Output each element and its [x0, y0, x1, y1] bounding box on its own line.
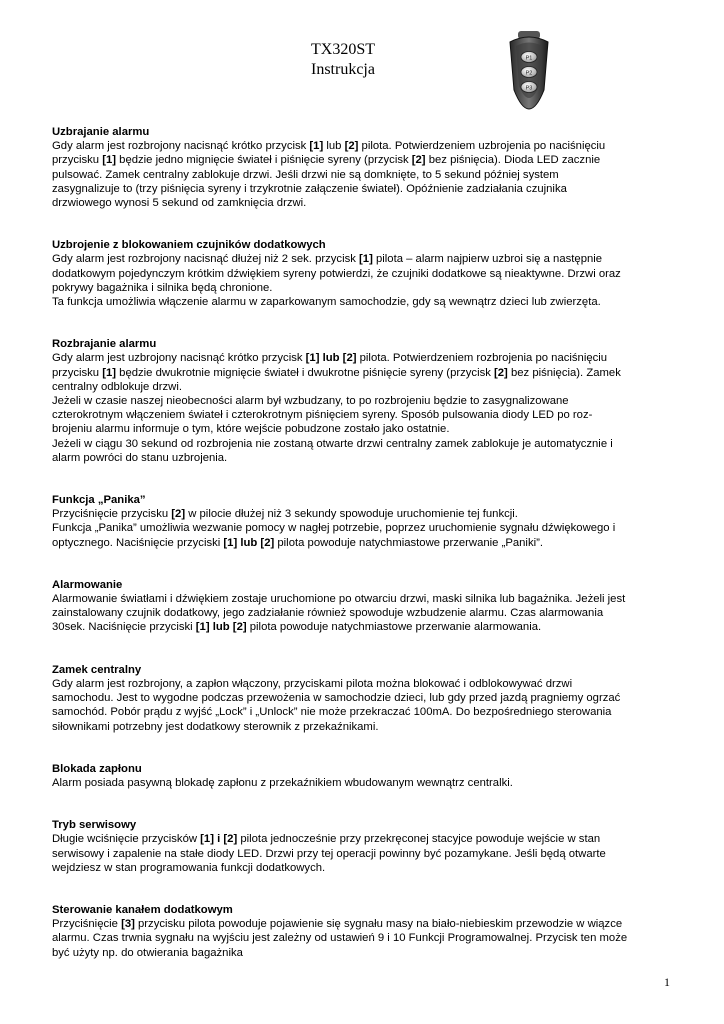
section-title: Blokada zapłonu — [52, 762, 142, 775]
section-title: Tryb serwisowy — [52, 819, 137, 832]
text-run: Alarmowanie światłami i dźwiękiem zostaje uruchomione po otwarciu drzwi, maski silnika lub bagażnika. Jeżeli jest — [52, 593, 626, 606]
text-run: pulsować. Zamek centralny zablokuje drzwi. Jeśli drzwi nie są domknięte, to 5 sekund później system — [52, 168, 559, 181]
remote-button-p1-label: P1 — [525, 55, 533, 62]
section — [52, 238, 674, 309]
text-run: alarmu. Czas trwnia sygnału na wyjściu jest zależny od ustawień 9 i 10 Funkcji Programowalnej. Przycisk ten może — [52, 932, 628, 945]
text-run: optycznego. Naciśnięcie przyciski — [52, 536, 224, 549]
text-run: serwisowy i zapalenie na stałe diody LED. Drzwi przy tej operacji powinny być pozamykane. Jeśli będą otwarte — [52, 847, 606, 860]
section-title: Sterowanie kanałem dodatkowym — [52, 903, 233, 916]
remote-button-p2-label: P2 — [525, 70, 533, 77]
text-run: pilota. Potwierdzeniem rozbrojenia po naciśnięciu — [356, 352, 608, 365]
button-reference: [1] i [2] — [200, 833, 238, 846]
text-run: Przyciśnięcie — [52, 918, 122, 931]
section — [52, 762, 674, 790]
text-run: zasygnalizuje to (trzy piśnięcia syreny i trzykrotnie załączenie świateł). Opóźnienie zadziałania czujnika — [52, 182, 567, 195]
section-text — [52, 677, 674, 734]
text-run: być użyty np. do otwierania bagażnika — [52, 946, 243, 959]
text-run: wejdziesz w stan programowania funkcji dodatkowych. — [52, 861, 326, 874]
text-run: Jeżeli w czasie naszej nieobecności alarm był wzbudzany, to po rozbrojeniu będzie to zasygnalizowane — [52, 395, 569, 408]
text-run: siłownikami potrzebny jest dodatkowy sterownik z przekaźnikami. — [52, 720, 379, 733]
text-run: Gdy alarm jest rozbrojony, a zapłon włączony, przyciskami pilota można blokować i odblokowywać drzwi — [52, 677, 573, 690]
button-reference: [1] lub [2] — [223, 536, 275, 549]
section-title: Rozbrajanie alarmu — [52, 338, 157, 351]
text-run: bez piśnięcia). Dioda LED zacznie — [425, 154, 601, 167]
text-run: będzie jedno mignięcie świateł i piśnięcie syreny (przycisk — [116, 154, 412, 167]
section — [52, 903, 674, 960]
section — [52, 493, 674, 550]
button-reference: [1] — [102, 154, 117, 167]
button-reference: [1] — [309, 140, 324, 153]
section-title: Uzbrojenie z blokowaniem czujników dodatkowych — [52, 239, 326, 252]
text-run: 30sek. Naciśnięcie przyciski — [52, 621, 196, 634]
text-run: lub — [323, 140, 345, 153]
section-text — [52, 139, 674, 210]
text-run: pilota. Potwierdzeniem uzbrojenia po naciśnięciu — [358, 140, 606, 153]
text-run: pilota – alarm najpierw uzbroi się a następnie — [372, 253, 603, 266]
section-text — [52, 917, 674, 960]
text-run: pilota jednocześnie przy przekręconej stacyjce powoduje wejście w stan — [237, 833, 601, 846]
button-reference: [1] — [102, 366, 117, 379]
text-run: samochód. Pobór prądu z wyjść „Lock” i „Unlock” nie może przekraczać 100mA. Do bezpośredniego sterowania — [52, 706, 612, 719]
text-run: będzie dwukrotnie mignięcie świateł i dwukrotne piśnięcie syreny (przycisk — [116, 366, 495, 379]
document-header — [0, 40, 724, 80]
text-run: alarm powróci do stanu uzbrojenia. — [52, 451, 228, 464]
section-title: Uzbrajanie alarmu — [52, 126, 150, 138]
text-run: Przyciśnięcie przycisku — [52, 508, 172, 521]
text-run: zainstalowany czujnik dodatkowy, jego zadziałanie również spowoduje wzbudzenie alarmu. Czas alarmowania — [52, 607, 604, 620]
section-text — [52, 832, 674, 875]
section-title: Alarmowanie — [52, 578, 123, 591]
text-run: przycisku — [52, 154, 103, 167]
text-run: przycisku — [52, 366, 103, 379]
text-run: Gdy alarm jest rozbrojony nacisnąć krótko przycisk — [52, 140, 310, 153]
section — [52, 663, 674, 734]
text-run: Długie wciśnięcie przycisków — [52, 833, 201, 846]
instruction-body — [52, 125, 674, 988]
text-run: czterokrotnym włączeniem świateł i czterokrotnym piśnięciem syreny. Sposób pulsowania diody LED po roz- — [52, 409, 593, 422]
button-reference: [1] — [359, 253, 373, 266]
text-run: samochodu. Jest to wygodne podczas przewożenia w samochodzie dzieci, lub gdy przed jazdą pragniemy ogrzać — [52, 692, 621, 705]
text-run: centralny odblokuje drzwi. — [52, 380, 182, 393]
button-reference: [3] — [121, 918, 135, 931]
section-text — [52, 252, 674, 309]
page-number: 1 — [664, 975, 670, 989]
section-text — [52, 776, 674, 790]
section-text — [52, 507, 674, 550]
text-run: przycisku pilota powoduje pojawienie się sygnału masy na biało-niebieskim przewodzie w wiązce — [134, 918, 623, 931]
text-run: Gdy alarm jest rozbrojony nacisnąć dłużej niż 2 sek. przycisk — [52, 253, 360, 266]
section-text — [52, 351, 674, 465]
text-run: w pilocie dłużej niż 3 sekundy spowoduje uruchomienie tej funkcji. — [185, 508, 518, 521]
button-reference: [1] lub [2] — [305, 352, 357, 365]
section — [52, 578, 674, 635]
button-reference: [2] — [344, 140, 359, 153]
car-key-remote-icon — [496, 30, 562, 130]
text-run: pokrywy bagażnika i silnika będą chronione. — [52, 281, 273, 294]
text-run: brojeniu alarmu informuje o tym, które wejście pobudzone zostało jako ostatnie. — [52, 423, 450, 436]
button-reference: [2] — [171, 508, 186, 521]
button-reference: [2] — [494, 366, 508, 379]
text-run: Funkcja „Panika” umożliwia wezwanie pomocy w nagłej potrzebie, poprzez uruchomienie sygnału dźwiękowego i — [52, 522, 616, 535]
text-run: Gdy alarm jest uzbrojony nacisnąć krótko przycisk — [52, 352, 306, 365]
section-text — [52, 592, 674, 635]
text-run: drzwiowego wynosi 5 sekund od zamknięcia drzwi. — [52, 197, 307, 210]
section — [52, 337, 674, 465]
remote-button-p3-label: P3 — [525, 85, 533, 92]
section-title: Zamek centralny — [52, 663, 142, 676]
model-title: TX320ST — [311, 41, 375, 58]
section — [52, 125, 674, 210]
text-run: Alarm posiada pasywną blokadę zapłonu z przekaźnikiem wbudowanym wewnątrz centralki. — [52, 776, 513, 789]
section-title: Funkcja „Panika” — [52, 494, 146, 507]
section — [52, 818, 674, 875]
document-subtitle: Instrukcja — [311, 61, 375, 78]
text-run: dodatkowym pojedynczym krótkim dźwiękiem syreny potwierdzi, że czujniki dodatkowe są nieaktywne. Drzwi oraz — [52, 267, 621, 280]
text-run: Jeżeli w ciągu 30 sekund od rozbrojenia nie zostaną otwarte drzwi centralny zamek zablokuje je automatycznie i — [52, 437, 613, 450]
text-run: pilota powoduje natychmiastowe przerwanie „Paniki”. — [274, 536, 543, 549]
text-run: pilota powoduje natychmiastowe przerwanie alarmowania. — [246, 621, 542, 634]
button-reference: [1] lub [2] — [195, 621, 247, 634]
button-reference: [2] — [411, 154, 426, 167]
text-run: Ta funkcja umożliwia włączenie alarmu w zaparkowanym samochodzie, gdy są wewnątrz dzieci lub zwierzęta. — [52, 296, 601, 309]
text-run: bez piśnięcia). Zamek — [507, 366, 621, 379]
